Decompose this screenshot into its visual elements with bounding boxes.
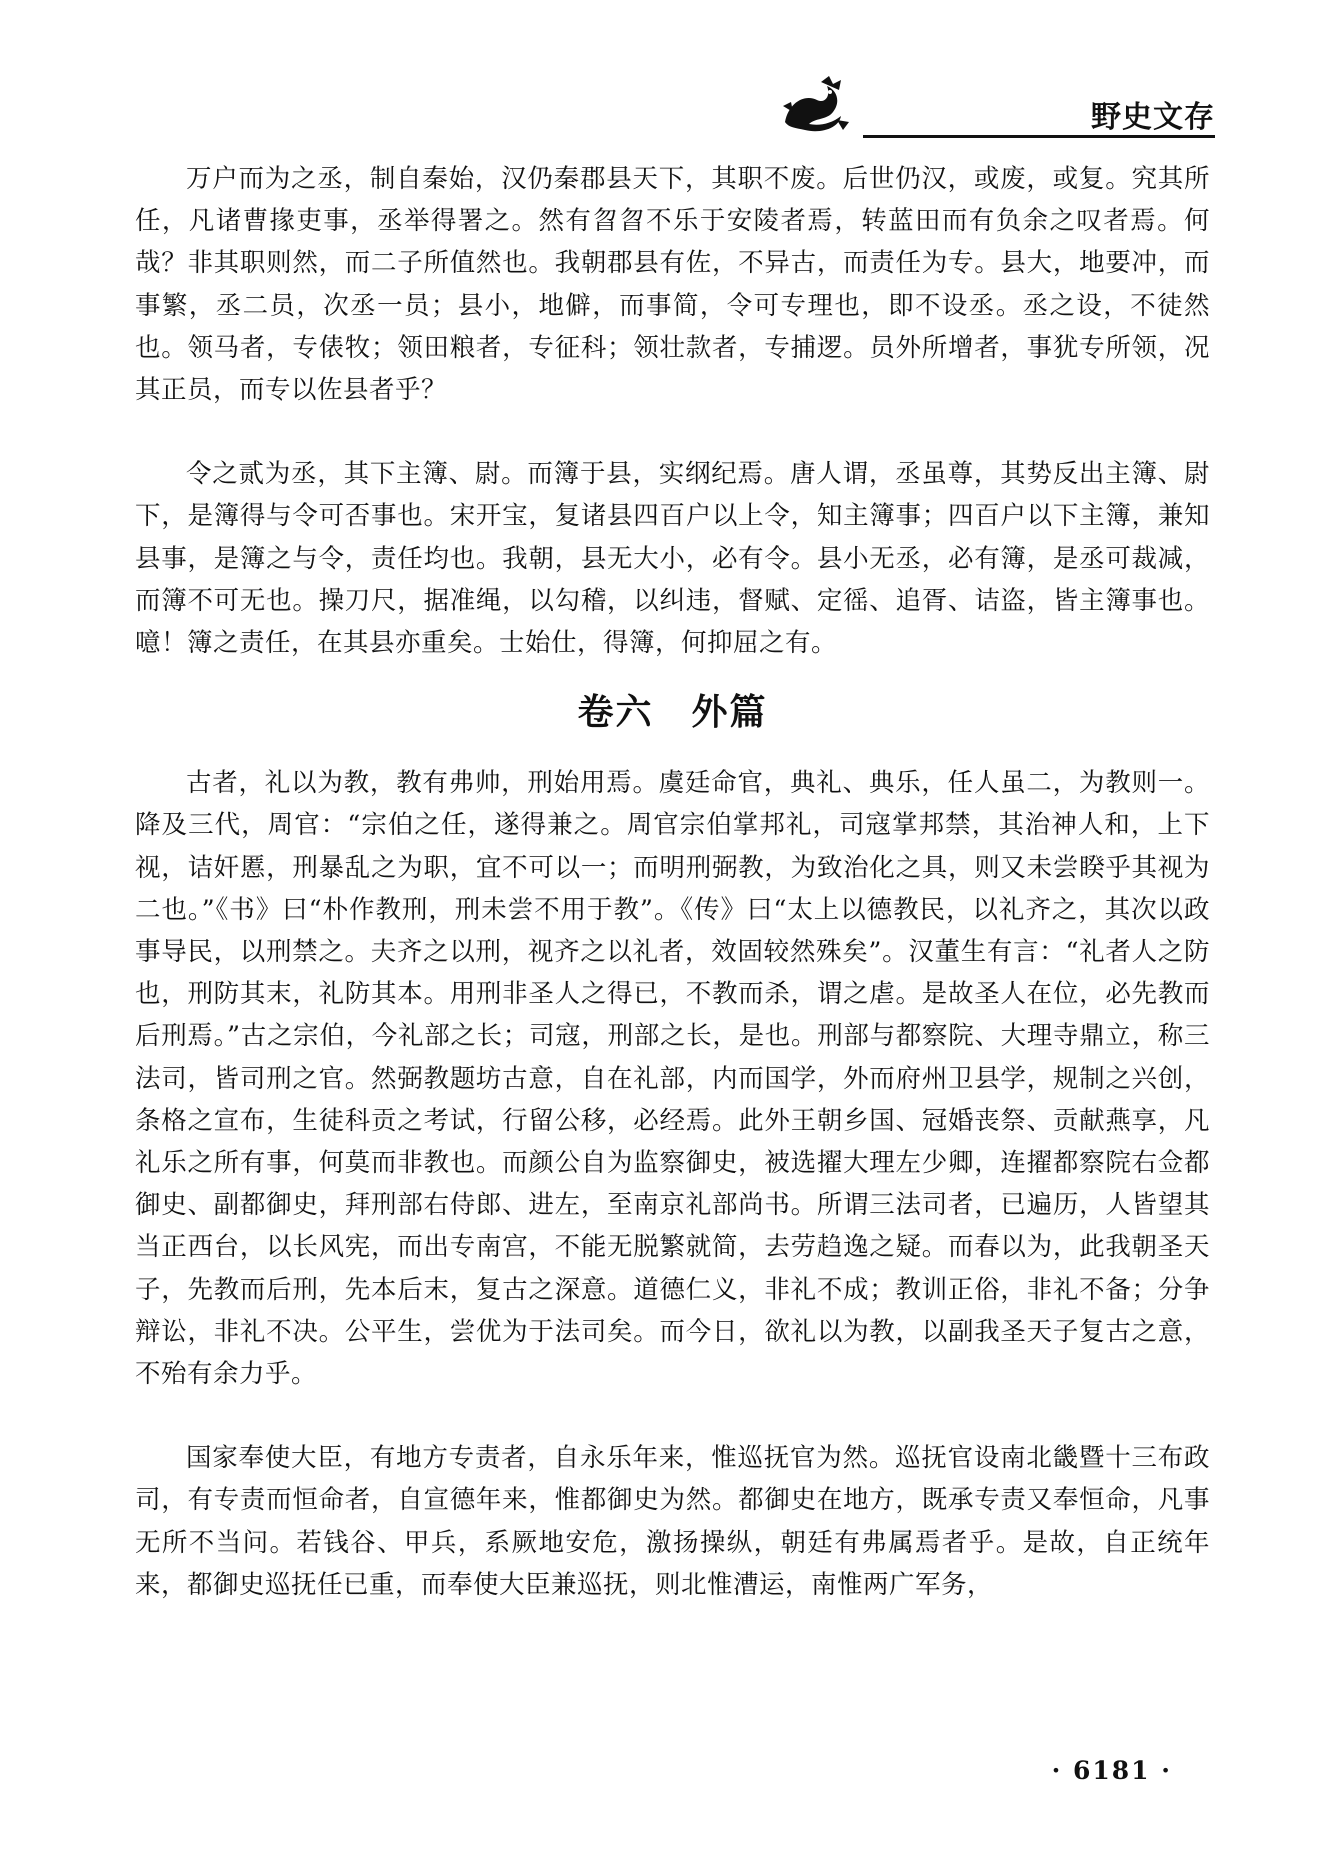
page-header: [775, 72, 1215, 138]
page-body: [135, 158, 1210, 1606]
series-title: 野史文存: [1091, 100, 1215, 135]
paragraph-gap: [135, 411, 1210, 453]
paragraph: 国家奉使大臣，有地方专责者，自永乐年来，惟巡抚官为然。巡抚官设南北畿暨十三布政司，有专责而恒命者，自宣德年来，惟都御史为然。都御史在地方，既承专责又奉恒命，凡事无所不当问。若钱谷、甲兵，系厥地安危，激扬操纵，朝廷有弗属焉者乎。是故，自正统年来，都御史巡抚任已重，而奉使大臣兼巡抚，则北惟漕运，南惟两广军务，: [135, 1443, 1210, 1600]
dragon-icon: [775, 72, 855, 138]
section-title: 卷六 外篇: [577, 692, 768, 734]
paragraph-gap: [135, 1395, 1210, 1437]
paragraph: 万户而为之丞，制自秦始，汉仍秦郡县天下，其职不废。后世仍汉，或废，或复。究其所任，凡诸曹掾吏事，丞举得署之。然有曶曶不乐于安陵者焉，转蓝田而有负余之叹者焉。何哉？非其职则然，而二子所值然也。我朝郡县有佐，不异古，而责任为专。县大，地要冲，而事繁，丞二员，次丞一员；县小，地僻，而事简，令可专理也，即不设丞。丞之设，不徒然也。领马者，专俵牧；领田粮者，专征科；领壮款者，专捕逻。员外所增者，事犹专所领，况其正员，而专以佐县者乎？: [135, 164, 1210, 406]
paragraph: 令之贰为丞，其下主簿、尉。而簿于县，实纲纪焉。唐人谓，丞虽尊，其势反出主簿、尉下，是簿得与令可否事也。宋开宝，复诸县四百户以上令，知主簿事；四百户以下主簿，兼知县事，是簿之与令，责任均也。我朝，县无大小，必有令。县小无丞，必有簿，是丞可裁减，而簿不可无也。操刀尺，据准绳，以勾稽，以纠违，督赋、定徭、追胥、诘盗，皆主簿事也。噫！簿之责任，在其县亦重矣。士始仕，得簿，何抑屈之有。: [135, 459, 1210, 659]
page-number: · 6181 ·: [1051, 1756, 1172, 1785]
header-rule: [863, 135, 1215, 138]
paragraph: 古者，礼以为教，教有弗帅，刑始用焉。虞廷命官，典礼、典乐，任人虽二，为教则一。降及三代，周官：“宗伯之任，遂得兼之。周官宗伯掌邦礼，司寇掌邦禁，其治神人和，上下视，诘奸慝，刑暴乱之为职，宜不可以一；而明刑弼教，为致治化之具，则又未尝睽乎其视为二也。”《书》曰“朴作教刑，刑未尝不用于教”。《传》曰“太上以德教民，以礼齐之，其次以政事导民，以刑禁之。夫齐之以刑，视齐之以礼者，效固较然殊矣”。汉董生有言：“礼者人之防也，刑防其末，礼防其本。用刑非圣人之得已，不教而杀，谓之虐。是故圣人在位，必先教而后刑焉。”古之宗伯，今礼部之长；司寇，刑部之长，是也。刑部与都察院、大理寺鼎立，称三法司，皆司刑之官。然弼教题坊古意，自在礼部，内而国学，外而府州卫县学，规制之兴创，条格之宣布，生徒科贡之考试，行留公移，必经焉。此外王朝乡国、冠婚丧祭、贡献燕享，凡礼乐之所有事，何莫而非教也。而颜公自为监察御史，被选擢大理左少卿，连擢都察院右佥都御史、副都御史，拜刑部右侍郎、进左，至南京礼部尚书。所谓三法司者，已遍历，人皆望其当正西台，以长风宪，而出专南宫，不能无脱繁就简，去劳趋逸之疑。而春以为，此我朝圣天子，先教而后刑，先本后末，复古之深意。道德仁义，非礼不成；教训正俗，非礼不备；分争辩讼，非礼不决。公平生，尝优为于法司矣。而今日，欲礼以为教，以副我圣天子复古之意，不殆有余力乎。: [135, 768, 1210, 1390]
